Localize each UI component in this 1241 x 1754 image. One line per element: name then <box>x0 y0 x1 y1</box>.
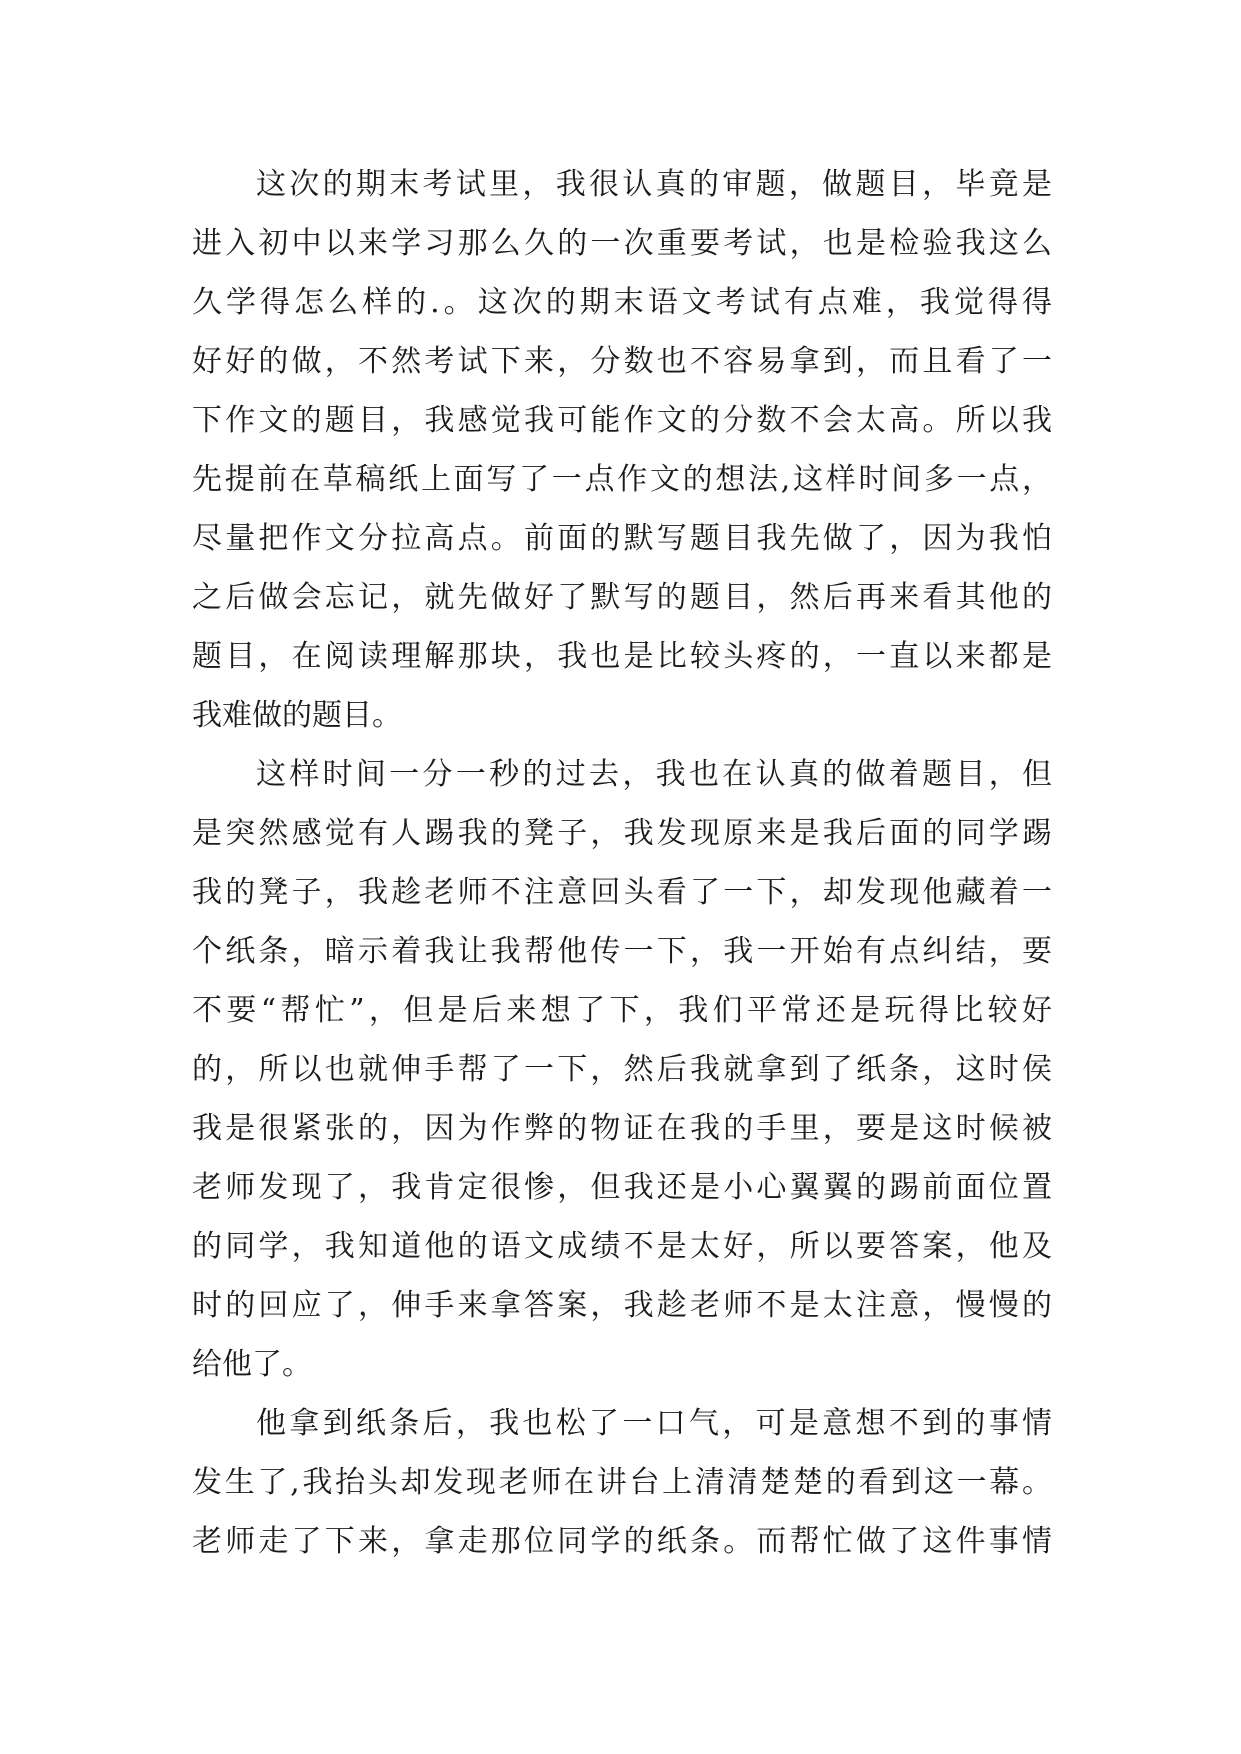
text-line: 这样时间一分一秒的过去，我也在认真的做着题目，但 <box>256 757 1052 792</box>
paragraph-1 <box>192 155 1052 745</box>
text-line: 进入初中以来学习那么久的一次重要考试，也是检验我这么 <box>192 226 1052 261</box>
text-line: 好好的做，不然考试下来，分数也不容易拿到，而且看了一 <box>192 344 1052 379</box>
text-line: 我的凳子，我趁老师不注意回头看了一下，却发现他藏着一 <box>192 875 1052 910</box>
text-line: 老师发现了，我肯定很惨，但我还是小心翼翼的踢前面位置 <box>192 1170 1052 1205</box>
paragraph-3 <box>192 1394 1052 1571</box>
text-line: 不要“帮忙”，但是后来想了下，我们平常还是玩得比较好 <box>192 993 1052 1028</box>
text-line: 先提前在草稿纸上面写了一点作文的想法,这样时间多一点， <box>192 462 1052 497</box>
text-line: 之后做会忘记，就先做好了默写的题目，然后再来看其他的 <box>192 580 1052 615</box>
text-line: 尽量把作文分拉高点。前面的默写题目我先做了，因为我怕 <box>192 521 1052 556</box>
text-line: 我难做的题目。 <box>192 698 402 733</box>
text-line: 他拿到纸条后，我也松了一口气，可是意想不到的事情 <box>256 1406 1052 1441</box>
text-line: 久学得怎么样的.。这次的期末语文考试有点难，我觉得得 <box>192 285 1052 320</box>
text-line: 下作文的题目，我感觉我可能作文的分数不会太高。所以我 <box>192 403 1052 438</box>
text-line: 的，所以也就伸手帮了一下，然后我就拿到了纸条，这时侯 <box>192 1052 1052 1087</box>
text-line: 老师走了下来，拿走那位同学的纸条。而帮忙做了这件事情 <box>192 1524 1052 1559</box>
text-line: 个纸条，暗示着我让我帮他传一下，我一开始有点纠结，要 <box>192 934 1052 969</box>
text-line: 我是很紧张的，因为作弊的物证在我的手里，要是这时候被 <box>192 1111 1052 1146</box>
text-line: 给他了。 <box>192 1347 312 1382</box>
text-line: 题目，在阅读理解那块，我也是比较头疼的，一直以来都是 <box>192 639 1052 674</box>
text-line: 的同学，我知道他的语文成绩不是太好，所以要答案，他及 <box>192 1229 1052 1264</box>
text-line: 发生了,我抬头却发现老师在讲台上清清楚楚的看到这一幕。 <box>192 1465 1052 1500</box>
text-line: 是突然感觉有人踢我的凳子，我发现原来是我后面的同学踢 <box>192 816 1052 851</box>
text-line: 这次的期末考试里，我很认真的审题，做题目，毕竟是 <box>256 167 1052 202</box>
paragraph-2 <box>192 745 1052 1394</box>
essay-body <box>192 155 1052 1571</box>
text-line: 时的回应了，伸手来拿答案，我趁老师不是太注意，慢慢的 <box>192 1288 1052 1323</box>
